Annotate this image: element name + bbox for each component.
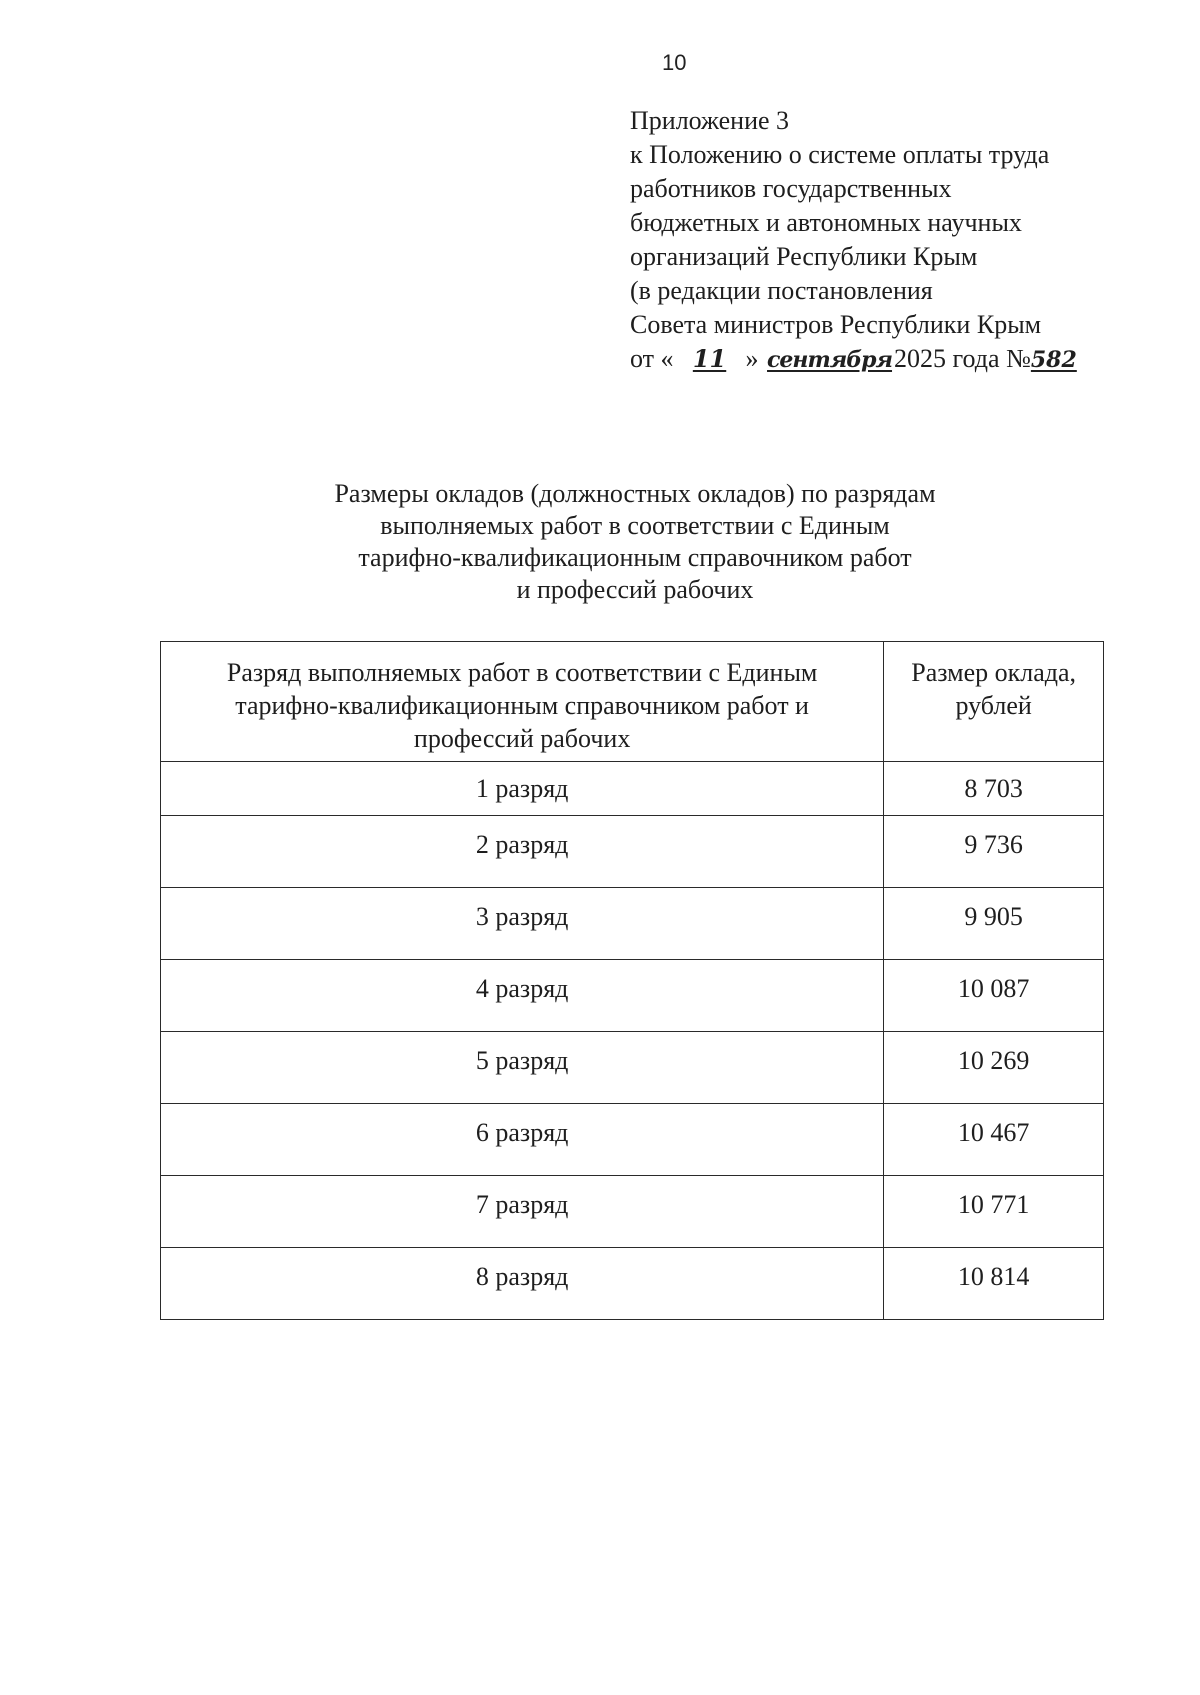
grade-cell: 7 разряд — [161, 1176, 884, 1248]
salary-cell: 10 087 — [884, 960, 1104, 1032]
table-row — [161, 1104, 1104, 1176]
handwritten-month: сентября — [767, 347, 893, 373]
title-line: тарифно-квалификационным справочником работ — [358, 543, 912, 572]
salary-cell: 10 814 — [884, 1248, 1104, 1320]
appendix-line: организаций Республики Крым — [630, 242, 978, 271]
grade-cell: 3 разряд — [161, 888, 884, 960]
salary-table — [160, 641, 1104, 1320]
table-header-row — [161, 642, 1104, 762]
header-line: профессий рабочих — [413, 724, 631, 753]
appendix-line: Совета министров Республики Крым — [630, 310, 1042, 339]
header-line: тарифно-квалификационным справочником работ и — [235, 691, 809, 720]
title-line: выполняемых работ в соответствии с Единым — [380, 511, 890, 540]
title-line: и профессий рабочих — [516, 575, 754, 604]
salary-cell: 10 269 — [884, 1032, 1104, 1104]
salary-cell: 9 905 — [884, 888, 1104, 960]
grade-cell: 8 разряд — [161, 1248, 884, 1320]
appendix-line: (в редакции постановления — [630, 276, 933, 305]
header-line: Разряд выполняемых работ в соответствии с Единым — [226, 658, 818, 687]
handwritten-doc-number: 582 — [1030, 347, 1077, 373]
table-row — [161, 762, 1104, 816]
date-year-text: 2025 года № — [894, 344, 1031, 373]
table-row — [161, 816, 1104, 888]
grade-cell: 4 разряд — [161, 960, 884, 1032]
header-line: Размер оклада, — [911, 658, 1077, 687]
appendix-line: работников государственных — [630, 174, 952, 203]
date-prefix: от « — [630, 344, 674, 373]
salary-cell: 9 736 — [884, 816, 1104, 888]
appendix-line: к Положению о системе оплаты труда — [630, 140, 1050, 169]
grade-cell: 6 разряд — [161, 1104, 884, 1176]
appendix-line: бюджетных и автономных научных — [630, 208, 1022, 237]
handwritten-day: 11 — [692, 344, 727, 373]
salary-cell: 10 467 — [884, 1104, 1104, 1176]
column-header-grade — [161, 642, 884, 762]
column-header-salary — [884, 642, 1104, 762]
title-line: Размеры окладов (должностных окладов) по разрядам — [334, 479, 936, 508]
grade-cell: 5 разряд — [161, 1032, 884, 1104]
appendix-block — [630, 104, 1170, 377]
grade-cell: 1 разряд — [161, 762, 884, 816]
table-row — [161, 960, 1104, 1032]
date-quote-close: » — [745, 344, 759, 373]
salary-cell: 10 771 — [884, 1176, 1104, 1248]
table-row — [161, 888, 1104, 960]
table-row — [161, 1032, 1104, 1104]
table-row — [161, 1176, 1104, 1248]
table-row — [161, 1248, 1104, 1320]
salary-cell: 8 703 — [884, 762, 1104, 816]
appendix-line: Приложение 3 — [630, 106, 790, 135]
document-title — [240, 478, 1030, 606]
grade-cell: 2 разряд — [161, 816, 884, 888]
header-line: рублей — [955, 691, 1032, 720]
resolution-date-line — [630, 342, 1170, 377]
page-number: 10 — [662, 50, 687, 75]
